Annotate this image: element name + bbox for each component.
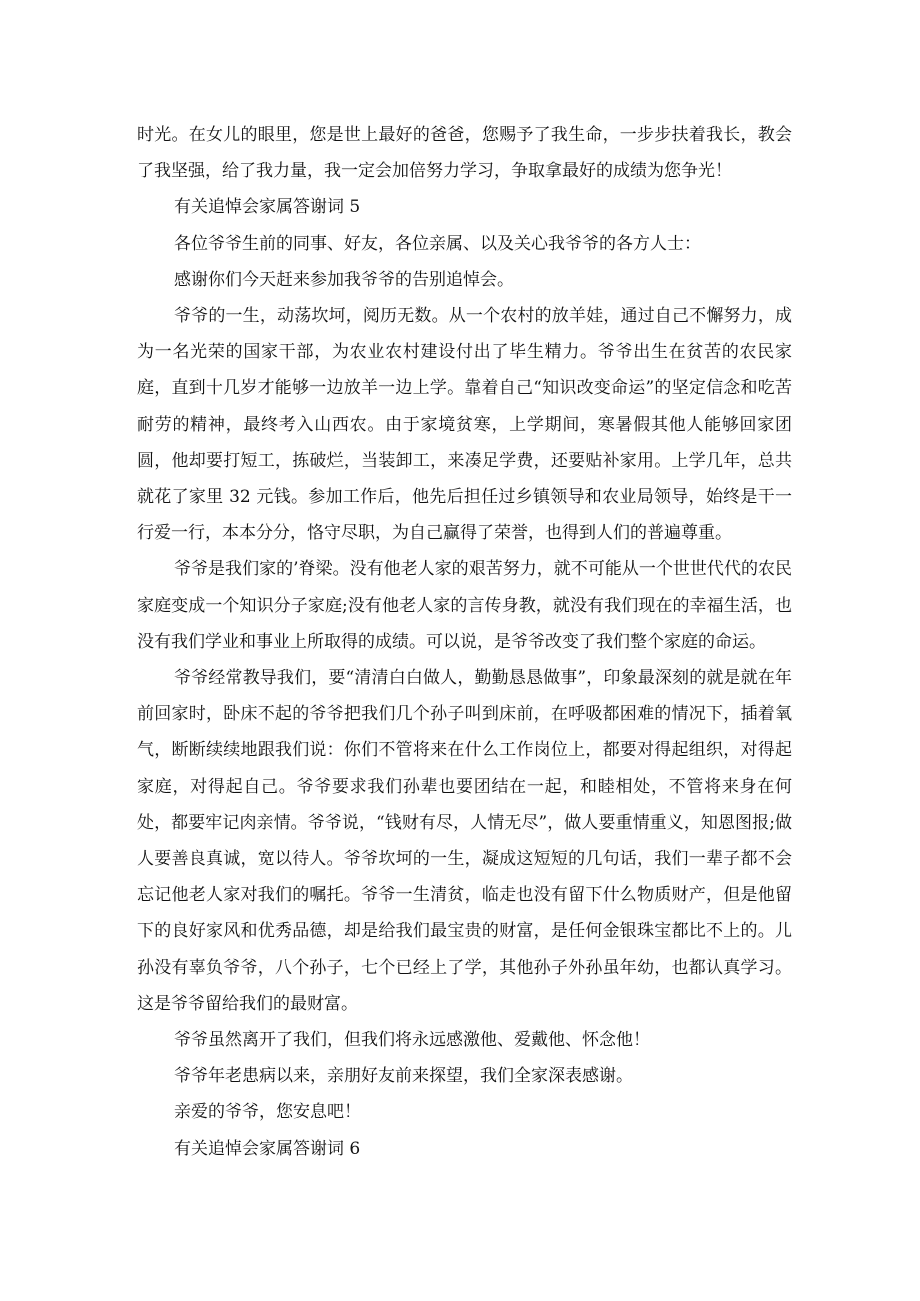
- family-backbone-paragraph: 爷爷是我们家的’脊梁。没有他老人家的艰苦努力，就不可能从一个世世代代的农民家庭变成一个知识分子家庭;没有他老人家的言传身教，就没有我们现在的幸福生活，也没有我们学业和事业上所取得的成绩。可以说，是爷爷改变了我们整个家庭的命运。: [137, 559, 792, 652]
- section-heading-6: 有关追悼会家属答谢词 6: [174, 1138, 361, 1159]
- remembrance-paragraph: 爷爷虽然离开了我们，但我们将永远感激他、爱戴他、怀念他！: [174, 1030, 650, 1051]
- life-story-paragraph: 爷爷的一生，动荡坎坷，阅历无数。从一个农村的放羊娃，通过自己不懈努力，成为一名光荣的国家干部，为农业农村建设付出了毕生精力。爷爷出生在贫苦的农民家庭，直到十几岁才能够一边放羊一边上学。靠着自己“知识改变命运”的坚定信念和吃苦耐劳的精神，最终考入山西农。由于家境贫寒，上学期间，寒暑假其他人能够回家团圆，他却要打短工，拣破烂，当装卸工，来凑足学费，还要贴补家用。上学几年，总共就花了家里 32 元钱。参加工作后，他先后担任过乡镇领导和农业局领导，始终是干一行爱一行，本本分分，恪守尽职，为自己赢得了荣誉，也得到人们的普遍尊重。: [137, 306, 792, 544]
- thanks-paragraph: 感谢你们今天赶来参加我爷爷的告别追悼会。: [174, 269, 514, 290]
- section-heading-5: 有关追悼会家属答谢词 5: [174, 197, 361, 218]
- salutation-paragraph: 各位爷爷生前的同事、好友，各位亲属、以及关心我爷爷的各方人士：: [174, 233, 701, 254]
- farewell-paragraph: 亲爱的爷爷，您安息吧！: [174, 1102, 361, 1123]
- document-body: [137, 117, 792, 1167]
- gratitude-paragraph: 爷爷年老患病以来，亲朋好友前来探望，我们全家深表感谢。: [174, 1066, 633, 1087]
- teachings-paragraph: 爷爷经常教导我们，要“清清白白做人，勤勤恳恳做事”，印象最深刻的就是就在年前回家时，卧床不起的爷爷把我们几个孙子叫到床前，在呼吸都困难的情况下，插着氧气，断断续续地跟我们说：你们不管将来在什么工作岗位上，都要对得起组织，对得起家庭，对得起自己。爷爷要求我们孙辈也要团结在一起，和睦相处，不管将来身在何处，都要牢记肉亲情。爷爷说，“钱财有尽，人情无尽”，做人要重情重义，知恩图报;做人要善良真诚，宽以待人。爷爷坎坷的一生，凝成这短短的几句话，我们一辈子都不会忘记他老人家对我们的嘱托。爷爷一生清贫，临走也没有留下什么物质财产，但是他留下的良好家风和优秀品德，却是给我们最宝贵的财富，是任何金银珠宝都比不上的。儿孙没有辜负爷爷，八个孙子，七个已经上了学，其他孙子外孙虽年幼，也都认真学习。这是爷爷留给我们的最财富。: [137, 668, 792, 1014]
- paragraph-continuation: 时光。在女儿的眼里，您是世上最好的爸爸，您赐予了我生命，一步步扶着我长，教会了我坚强，给了我力量，我一定会加倍努力学习，争取拿最好的成绩为您争光！: [137, 125, 792, 182]
